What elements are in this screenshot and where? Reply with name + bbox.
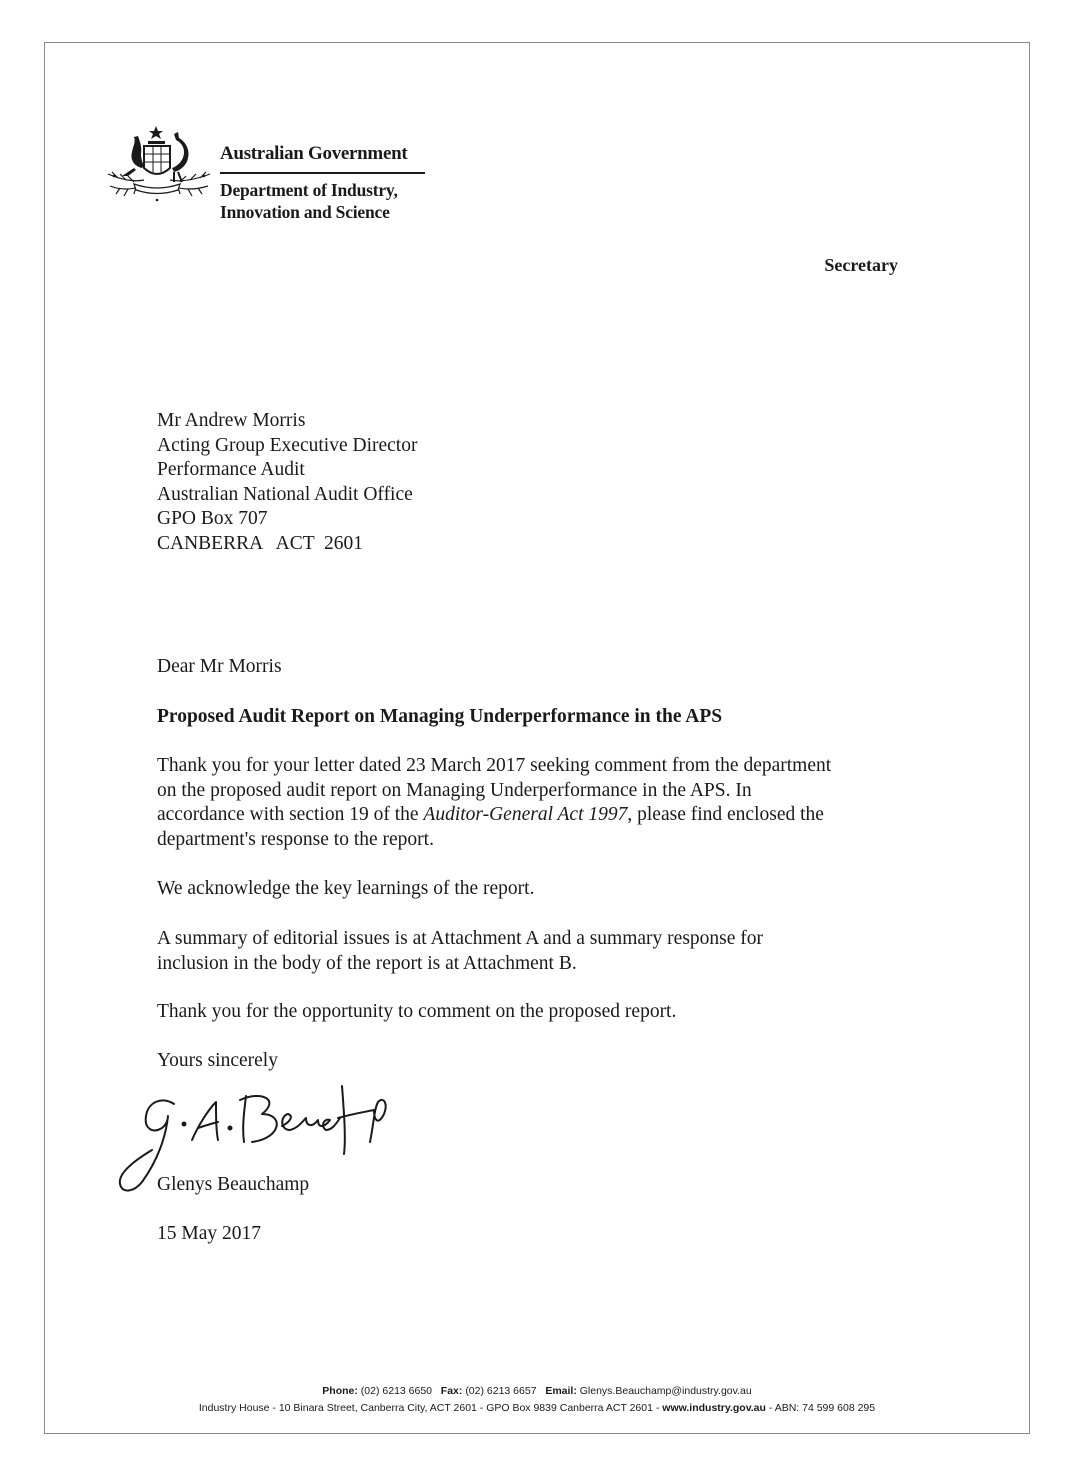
fax-label: Fax: <box>440 1385 463 1397</box>
recipient-title: Acting Group Executive Director <box>157 434 418 456</box>
signatory-name: Glenys Beauchamp <box>157 1174 310 1195</box>
website-link: www.industry.gov.au <box>662 1402 766 1414</box>
body-paragraph-1-line-1: Thank you for your letter dated 23 March 2017 seeking comment from the department <box>157 755 832 776</box>
phone-label: Phone: <box>322 1385 358 1397</box>
recipient-name: Mr Andrew Morris <box>157 410 306 431</box>
closing: Yours sincerely <box>157 1050 278 1071</box>
recipient-po-box: GPO Box 707 <box>157 508 268 529</box>
body-paragraph-3-line-2: inclusion in the body of the report is at Attachment B. <box>157 952 577 974</box>
footer-contact-line <box>44 1385 1030 1397</box>
body-paragraph-1-line-3 <box>157 803 937 828</box>
abn: - ABN: 74 599 608 295 <box>765 1402 876 1414</box>
body-paragraph-1-line-4: department's response to the report. <box>157 828 434 850</box>
email-label: Email: <box>545 1385 577 1397</box>
department-name-line-1: Department of Industry, <box>220 180 398 200</box>
recipient-address <box>157 409 417 556</box>
text-span: , please find enclosed the <box>627 804 824 825</box>
recipient-unit: Performance Audit <box>157 459 305 480</box>
body-paragraph-4: Thank you for the opportunity to comment on the proposed report. <box>157 1001 677 1022</box>
fax-number: (02) 6213 6657 <box>465 1385 537 1397</box>
recipient-organisation: Australian National Audit Office <box>157 483 413 505</box>
footer-address-line <box>44 1402 1030 1414</box>
body-paragraph-3 <box>157 927 937 976</box>
sender-role: Secretary <box>824 255 898 275</box>
letter-subject: Proposed Audit Report on Managing Underperformance in the APS <box>157 706 723 727</box>
postal-address: Industry House - 10 Binara Street, Canberra City, ACT 2601 - GPO Box 9839 Canberra ACT 2601 - <box>198 1402 663 1414</box>
text-span: accordance with section 19 of the <box>157 804 424 825</box>
phone-number: (02) 6213 6650 <box>360 1385 433 1397</box>
salutation: Dear Mr Morris <box>157 656 282 677</box>
letter-date: 15 May 2017 <box>157 1223 261 1244</box>
recipient-city: CANBERRA ACT 2601 <box>157 532 364 554</box>
body-paragraph-3-line-1: A summary of editorial issues is at Attachment A and a summary response for <box>157 928 764 949</box>
act-title: Auditor-General Act 1997 <box>423 804 628 825</box>
email-address: Glenys.Beauchamp@industry.gov.au <box>579 1385 752 1397</box>
department-name-line-2: Innovation and Science <box>220 202 390 222</box>
letterhead-divider <box>220 172 425 174</box>
body-paragraph-1 <box>157 754 937 852</box>
australian-coat-of-arms-icon <box>104 124 216 204</box>
body-paragraph-1-line-2: on the proposed audit report on Managing Underperformance in the APS. In <box>157 779 752 801</box>
body-paragraph-2: We acknowledge the key learnings of the report. <box>157 878 535 899</box>
government-title: Australian Government <box>220 143 408 164</box>
